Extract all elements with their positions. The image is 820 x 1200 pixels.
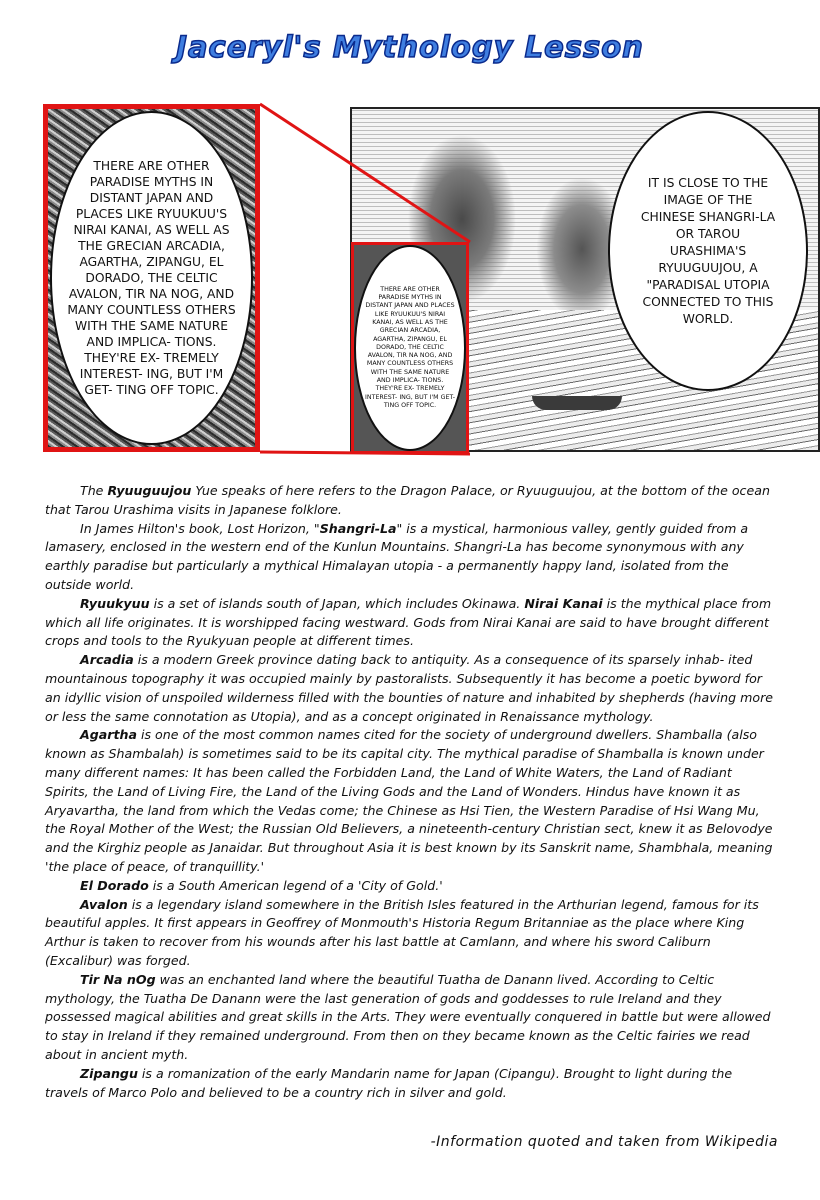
paragraph-text: is the mythical place from which all life originates. It is worshipped facing westward. Gods from Nirai Kanai are said to have brought different crops and tools to the Ryukyuan people at different times.: [45, 595, 772, 649]
source-credit: -Information quoted and taken from Wikipedia: [430, 1134, 778, 1150]
term: Ryuukyuu: [80, 595, 150, 611]
term: Zipangu: [80, 1065, 138, 1081]
term: Shangri-La: [319, 520, 397, 536]
page-title: Jaceryl's Mythology Lesson: [176, 30, 644, 64]
paragraph-text: is a legendary island somewhere in the British Isles featured in the Arthurian legend, famous for its beautiful apples. It first appears in Geoffrey of Monmouth's Historia Regum Britanniae as the place where King Arthur is taken to recover from his wounds after his last battle at Camlann, and where his sword Caliburn (Excalibur) was forged.: [45, 896, 759, 968]
paragraph: [45, 971, 778, 1065]
term: El Dorado: [80, 877, 149, 893]
paragraph: [45, 1065, 778, 1103]
highlight-inset: [351, 242, 469, 454]
paragraph-lead: In James Hilton's book, Lost Horizon, ": [80, 520, 320, 536]
paragraph-text: is one of the most common names cited for the society of underground dwellers. Shamballa (also known as Shambalah) is sometimes said to be its capital city. The mythical paradise of Shamballa is known under many different names: It has been called the Forbidden Land, the Land of White Waters, the Land of Radiant Spirits, the Land of Living Fire, the Land of the Living Gods and the Land of Wonders. Hindus have known it as Aryavartha, the land from which the Vedas come; the Chinese as Hsi Tien, the Western Paradise of Hsi Wang Mu, the Royal Mother of the West; the Russian Old Believers, a nineteenth-century Christian sect, knew it as Belovodye and the Kirghiz people as Janaidar. But throughout Asia it is best known by its Sanskrit name, Shambhala, meaning 'the place of peace, of tranquillity.': [45, 727, 773, 874]
term: Arcadia: [80, 652, 134, 668]
mythology-text: [45, 482, 778, 1102]
paragraph: [45, 726, 778, 876]
boat-illustration: [532, 396, 622, 410]
paragraph-text: Yue speaks of here refers to the Dragon Palace, or Ryuuguujou, at the bottom of the ocean that Tarou Urashima visits in Japanese folklore.: [45, 483, 770, 517]
term: Nirai Kanai: [524, 595, 603, 611]
speech-bubble-inset: THERE ARE OTHER PARADISE MYTHS IN DISTANT JAPAN AND PLACES LIKE RYUUKUU'S NIRAI KANAI, AS WELL AS THE GRECIAN ARCADIA, AGARTHA, ZIPANGU, EL DORADO, THE CELTIC AVALON, TIR NA NOG, AND MANY COUNTLESS OTHERS WITH THE SAME NATURE AND IMPLICA- TIONS. THEY'RE EX- TREMELY INTEREST- ING, BUT I'M GET- TING OFF TOPIC.: [354, 245, 466, 451]
paragraph: [45, 520, 778, 595]
term: Agartha: [80, 727, 137, 743]
speech-bubble-right: IT IS CLOSE TO THE IMAGE OF THE CHINESE SHANGRI-LA OR TAROU URASHIMA'S RYUUGUUJOU, A "PARADISAL UTOPIA CONNECTED TO THIS WORLD.: [608, 111, 808, 391]
paragraph-text: was an enchanted land where the beautiful Tuatha de Danann lived. According to Celtic mythology, the Tuatha De Danann were the last generation of gods and goddesses to rule Ireland and they possessed magical abilities and great skills in the Arts. They were eventually conquered in battle but were allowed to stay in Ireland if they remained underground. From then on they became known as the Celtic fairies we read about in ancient myth.: [45, 971, 771, 1062]
paragraph: [45, 896, 778, 971]
term: Tir Na nOg: [80, 971, 156, 987]
paragraph-text: is a South American legend of a 'City of Gold.': [148, 877, 443, 893]
paragraph-text: " is a mystical, harmonious valley, gently guided from a lamasery, enclosed in the western end of the Kunlun Mountains. Shangri-La has become synonymous with any earthly paradise but particularly a mythical Himalayan utopia - a permanently happy land, isolated from the outside world.: [45, 520, 749, 592]
paragraph: [45, 595, 778, 651]
paragraph: [45, 877, 778, 896]
paragraph-text: is a romanization of the early Mandarin name for Japan (Cipangu). Brought to light during the travels of Marco Polo and believed to be a country rich in silver and gold.: [45, 1065, 733, 1100]
speech-bubble-zoomed: THERE ARE OTHER PARADISE MYTHS IN DISTANT JAPAN AND PLACES LIKE RYUUKUU'S NIRAI KANAI, AS WELL AS THE GRECIAN ARCADIA, AGARTHA, ZIPANGU, EL DORADO, THE CELTIC AVALON, TIR NA NOG, AND MANY COUNTLESS OTHERS WITH THE SAME NATURE AND IMPLICA- TIONS. THEY'RE EX- TREMELY INTEREST- ING, BUT I'M GET- TING OFF TOPIC.: [50, 111, 253, 445]
paragraph-text: is a set of islands south of Japan, which includes Okinawa.: [149, 595, 525, 611]
term: Ryuuguujou: [107, 483, 192, 498]
paragraph: [45, 651, 778, 726]
paragraph-text: is a modern Greek province dating back to antiquity. As a consequence of its sparsely inhab- ited mountainous topography it was occupied mainly by pastoralists. Subsequently it has become a poetic byword for an idyllic vision of unspoiled wilderness filled with the bounties of nature and inhabited by shepherds (having more or less the same connotation as Utopia), and as a concept originated in Renaissance mythology.: [45, 652, 774, 724]
paragraph: The Ryuuguujou Yue speaks of here refers to the Dragon Palace, or Ryuuguujou, at the bottom of the ocean that Tarou Urashima visits in Japanese folklore.: [45, 483, 770, 517]
term: Avalon: [80, 896, 128, 912]
zoomed-panel: [43, 104, 260, 452]
